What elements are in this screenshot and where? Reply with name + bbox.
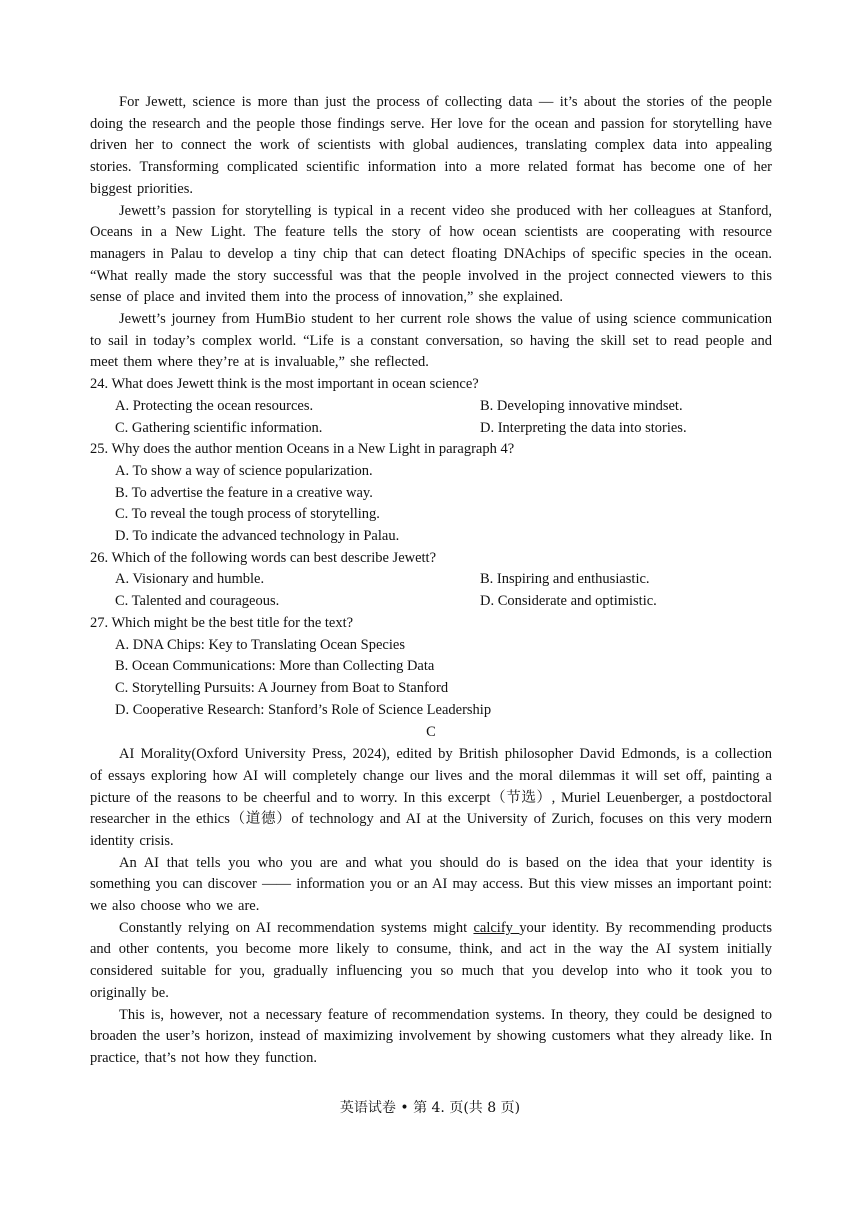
option-b: B. To advertise the feature in a creative way. — [115, 484, 373, 501]
question-24 — [90, 374, 772, 439]
option-d: D. Considerate and optimistic. — [480, 593, 657, 610]
option-c: C. Storytelling Pursuits: A Journey from Boat to Stanford — [115, 679, 449, 696]
question-stem: 27. Which might be the best title for the text? — [90, 614, 354, 631]
paragraph-text: your identity. By recommending products and other contents, you become more likely to consume, think, and act in the way the AI system initially considered suitable for you, gradually influencing you so much that you develop into who it took you to originally be. — [90, 919, 772, 1001]
option-d: D. To indicate the advanced technology in Palau. — [115, 528, 400, 545]
option-a: A. Protecting the ocean resources. — [115, 397, 314, 414]
paragraph: AI Morality(Oxford University Press, 2024), edited by British philosopher David Edmonds, is a collection of essays exploring how AI will completely change our lives and the moral dilemmas it will set off, painting a picture of the reasons to be cheerful and to worry. In this excerpt（节选）, Muriel Leuenberger, a postdoctoral researcher in the ethics（道德）of technology and AI at the University of Zurich, focuses on this very modern identity crisis. — [90, 746, 772, 849]
question-stem: 25. Why does the author mention Oceans in a New Light in paragraph 4? — [90, 441, 515, 458]
option-b: B. Developing innovative mindset. — [480, 397, 683, 414]
question-26 — [90, 548, 772, 613]
option-b: B. Inspiring and enthusiastic. — [480, 571, 650, 588]
option-d: D. Cooperative Research: Stanford’s Role of Science Leadership — [115, 701, 492, 718]
paragraph: For Jewett, science is more than just the process of collecting data — it’s about the stories of the people doing the research and the people those findings serve. Her love for the ocean and passion for storytelling have driven her to connect the work of scientists with global audiences, translating complex data into appealing stories. Transforming complicated scientific information into a more related format has become one of her biggest priorities. — [90, 94, 772, 197]
paragraph-text: Constantly relying on AI recommendation systems might — [119, 919, 474, 936]
section-heading: C — [426, 724, 436, 741]
option-a: A. Visionary and humble. — [115, 571, 265, 588]
option-c: C. To reveal the tough process of storytelling. — [115, 506, 380, 523]
question-stem: 26. Which of the following words can best describe Jewett? — [90, 549, 437, 566]
paragraph: This is, however, not a necessary feature of recommendation systems. In theory, they could be designed to broaden the user’s horizon, instead of maximizing involvement by showing customers what they already like. In practice, that’s not how they function. — [90, 1006, 772, 1066]
question-27 — [90, 613, 772, 722]
paragraph — [90, 918, 772, 1005]
page-footer: 英语试卷 • 第 4. 页(共 8 页) — [339, 1100, 521, 1116]
option-d: D. Interpreting the data into stories. — [480, 419, 687, 436]
option-a: A. To show a way of science popularization. — [115, 462, 373, 479]
option-b: B. Ocean Communications: More than Collecting Data — [115, 658, 435, 675]
paragraph: An AI that tells you who you are and what you should do is based on the idea that your identity is something you can discover —— information you or an AI may access. But this view misses an important point: we also choose who we are. — [90, 854, 772, 915]
underlined-word: calcify — [473, 919, 520, 936]
question-stem: 24. What does Jewett think is the most important in ocean science? — [90, 376, 479, 393]
option-c: C. Talented and courageous. — [115, 593, 280, 610]
exam-page — [90, 92, 772, 1070]
option-a: A. DNA Chips: Key to Translating Ocean Species — [115, 636, 405, 653]
paragraph: Jewett’s passion for storytelling is typical in a recent video she produced with her colleagues at Stanford, Oceans in a New Light. The feature tells the story of how ocean scientists are cooperating with resource managers in Palau to develop a tiny chip that can detect floating DNAchips of specific species in the ocean. “What really made the story successful was that the people involved in the project connected viewers to this sense of place and invited them into the process of innovation,” she explained. — [90, 202, 772, 306]
option-c: C. Gathering scientific information. — [115, 419, 323, 436]
paragraph: Jewett’s journey from HumBio student to her current role shows the value of using science communication to sail in today’s complex world. “Life is a constant conversation, so having the skill set to read people and meet them where they’re at is invaluable,” she reflected. — [90, 311, 772, 371]
question-25 — [90, 439, 772, 548]
